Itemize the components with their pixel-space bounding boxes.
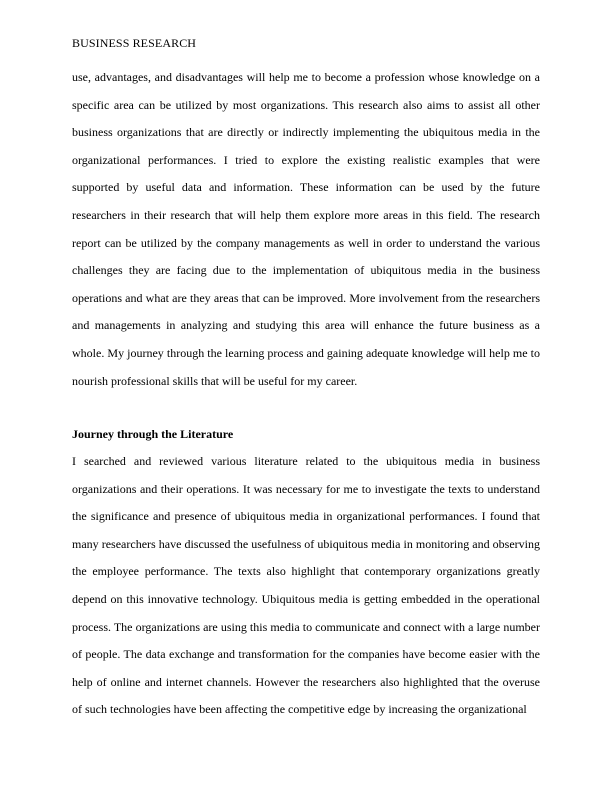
running-head: BUSINESS RESEARCH — [72, 36, 197, 50]
body-paragraph-2: I searched and reviewed various literature related to the ubiquitous media in business organizations and their operations. It was necessary for me to investigate the texts to understand the significance and presence of ubiquitous media in organizational performances. I found that many researchers have discussed the usefulness of ubiquitous media in monitoring and observing the employee performance. The texts also highlight that contemporary organizations greatly depend on this innovative technology. Ubiquitous media is getting embedded in the operational process. The organizations are using this media to communicate and connect with a large number of people. The data exchange and transformation for the companies have become easier with the help of online and internet channels. However the researchers also highlighted that the overuse of such technologies have been affecting the competitive edge by increasing the organizational — [72, 454, 540, 717]
body-paragraph-1: use, advantages, and disadvantages will help me to become a profession whose knowledge on a specific area can be utilized by most organizations. This research also aims to assist all other business organizations that are directly or indirectly implementing the ubiquitous media in the organizational performances. I tried to explore the existing realistic examples that were supported by useful data and information. These information can be used by the future researchers in their research that will help them explore more areas in this field. The research report can be utilized by the company managements as well in order to understand the various challenges they are facing due to the implementation of ubiquitous media in the business operations and what are they areas that can be improved. More involvement from the researchers and managements in analyzing and studying this area will enhance the future business as a whole. My journey through the learning process and gaining adequate knowledge will help me to nourish professional skills that will be useful for my career. — [72, 70, 540, 388]
section-heading: Journey through the Literature — [72, 427, 234, 441]
